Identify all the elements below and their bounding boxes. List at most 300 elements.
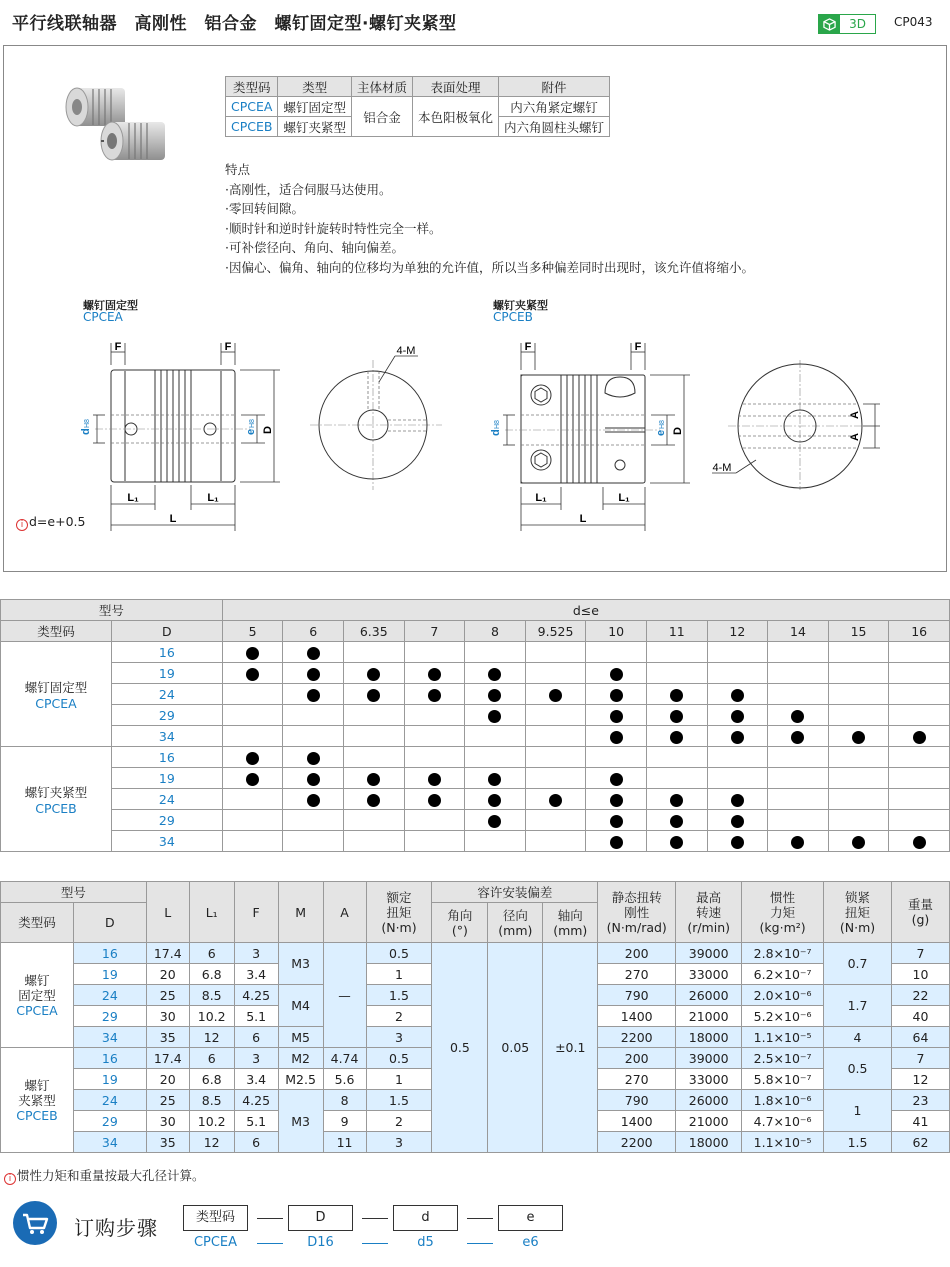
compat-cell (646, 747, 707, 768)
compat-cell (343, 810, 404, 831)
compat-cell (828, 663, 889, 684)
compat-cell (222, 831, 283, 852)
spec-F: 3.4 (234, 964, 278, 985)
compat-cell (646, 663, 707, 684)
spec-torque: 2 (366, 1111, 432, 1132)
order-box-e: e (498, 1205, 563, 1231)
available-dot-icon (670, 836, 683, 849)
available-dot-icon (791, 731, 804, 744)
dim-d-h8: H8 (494, 420, 501, 429)
spec-lock: 0.5 (824, 1048, 892, 1090)
spec-lock: 1.5 (824, 1132, 892, 1153)
compat-head-size: 7 (404, 621, 465, 642)
spec-A: 4.74 (323, 1048, 366, 1069)
dim-F-right: F (224, 341, 232, 353)
compat-cell (586, 747, 647, 768)
order-dash (257, 1218, 283, 1219)
product-code: CP043 (894, 15, 933, 29)
order-example-D: D16 (307, 1235, 334, 1250)
compat-cell (707, 789, 768, 810)
order-dash (362, 1218, 388, 1219)
spec-M: M3 (278, 943, 323, 985)
table-row (1, 810, 950, 831)
order-box-D: D (288, 1205, 353, 1231)
spec-head-radial: 径向 (mm) (488, 903, 543, 943)
spec-head-code: 类型码 (1, 903, 74, 943)
compat-group-name: 螺钉固定型 (24, 679, 88, 695)
available-dot-icon (367, 689, 380, 702)
page-title: 平行线联轴器 高刚性 铝合金 螺钉固定型·螺钉夹紧型 (12, 14, 457, 34)
spec-note-text: 惯性力矩和重量按最大孔径计算。 (17, 1168, 205, 1183)
compat-cell (465, 768, 526, 789)
spec-head-speed: 最高 转速 (r/min) (676, 882, 742, 943)
spec-head-weight: 重量 (g) (891, 882, 949, 943)
spec-stiffness: 200 (598, 1048, 676, 1069)
spec-weight: 7 (891, 943, 949, 964)
spec-weight: 12 (891, 1069, 949, 1090)
spec-D: 29 (73, 1111, 146, 1132)
spec-D: 16 (73, 1048, 146, 1069)
compat-cell (768, 705, 829, 726)
compat-head-size: 6.35 (343, 621, 404, 642)
table-row (1, 642, 950, 663)
available-dot-icon (246, 773, 259, 786)
spec-speed: 26000 (676, 1090, 742, 1111)
feature-item: ·高刚性，适合伺服马达使用。 (225, 181, 392, 197)
drawing-left-code: CPCEA (83, 310, 123, 324)
available-dot-icon (731, 794, 744, 807)
spec-inertia: 5.8×10⁻⁷ (742, 1069, 824, 1090)
spec-weight: 62 (891, 1132, 949, 1153)
spec-F: 3 (234, 1048, 278, 1069)
compat-cell (828, 768, 889, 789)
compat-cell (768, 810, 829, 831)
drawing-right-code: CPCEB (493, 310, 533, 324)
spec-group-cpcea (1, 943, 74, 1048)
model-surface: 本色阳极氧化 (413, 97, 499, 137)
compat-cell (404, 831, 465, 852)
compat-cell (525, 747, 586, 768)
available-dot-icon (307, 668, 320, 681)
spec-group-name: 螺钉 夹紧型 (18, 1077, 56, 1108)
compat-cell (404, 789, 465, 810)
spec-M: M2 (278, 1048, 323, 1069)
dim-L1-left: L₁ (127, 492, 139, 504)
compat-cell (404, 810, 465, 831)
compat-cell (768, 747, 829, 768)
compat-cell (404, 726, 465, 747)
available-dot-icon (367, 773, 380, 786)
spec-inertia: 1.1×10⁻⁵ (742, 1132, 824, 1153)
compat-cell (465, 663, 526, 684)
compat-cell (828, 684, 889, 705)
spec-F: 3.4 (234, 1069, 278, 1090)
compat-cell (343, 831, 404, 852)
available-dot-icon (670, 689, 683, 702)
compat-cell (889, 810, 950, 831)
compat-cell (586, 810, 647, 831)
order-dash (467, 1218, 493, 1219)
compat-cell (283, 684, 344, 705)
available-dot-icon (913, 731, 926, 744)
compat-cell (646, 726, 707, 747)
order-box-code: 类型码 (183, 1205, 248, 1231)
order-example-d: d5 (417, 1235, 434, 1250)
compat-cell (465, 642, 526, 663)
compat-cell (889, 726, 950, 747)
compat-cell (768, 684, 829, 705)
compat-head-model: 型号 (1, 600, 223, 621)
compat-cell (646, 768, 707, 789)
spec-speed: 33000 (676, 1069, 742, 1090)
compat-cell (646, 684, 707, 705)
compat-cell (586, 642, 647, 663)
spec-weight: 22 (891, 985, 949, 1006)
available-dot-icon (246, 752, 259, 765)
spec-L: 17.4 (146, 1048, 189, 1069)
compat-cell (222, 726, 283, 747)
compat-cell (525, 789, 586, 810)
compat-cell (828, 705, 889, 726)
compat-cell (828, 831, 889, 852)
spec-F: 5.1 (234, 1006, 278, 1027)
spec-lock: 0.7 (824, 943, 892, 985)
available-dot-icon (731, 689, 744, 702)
compat-head-row-2 (1, 621, 950, 642)
compat-cell (828, 810, 889, 831)
compat-cell (768, 663, 829, 684)
spec-weight: 10 (891, 964, 949, 985)
cpcea-end-drawing (310, 340, 450, 490)
spec-inertia: 6.2×10⁻⁷ (742, 964, 824, 985)
compat-cell (889, 705, 950, 726)
table-row (1, 705, 950, 726)
feature-item: ·零回转间隙。 (225, 201, 304, 216)
spec-head-F: F (234, 882, 278, 943)
spec-stiffness: 790 (598, 1090, 676, 1111)
spec-stiffness: 1400 (598, 1111, 676, 1132)
compat-cell (586, 726, 647, 747)
compat-group-name: 螺钉夹紧型 (24, 784, 88, 800)
available-dot-icon (610, 731, 623, 744)
compat-cell (283, 705, 344, 726)
spec-L1: 12 (189, 1132, 234, 1153)
compat-cell (343, 663, 404, 684)
spec-torque: 1 (366, 964, 432, 985)
available-dot-icon (610, 815, 623, 828)
available-dot-icon (610, 668, 623, 681)
spec-head-lock: 锁紧 扭矩 (N·m) (824, 882, 892, 943)
compat-head-size: 10 (586, 621, 647, 642)
spec-D: 29 (73, 1006, 146, 1027)
info-icon: i (4, 1173, 16, 1185)
cpcea-side-drawing (75, 335, 285, 535)
spec-torque: 1 (366, 1069, 432, 1090)
spec-head-A: A (323, 882, 366, 943)
spec-note (4, 1166, 205, 1185)
spec-inertia: 4.7×10⁻⁶ (742, 1111, 824, 1132)
model-table (225, 76, 610, 137)
compat-D: 16 (111, 747, 222, 768)
compat-head-code: 类型码 (1, 621, 112, 642)
compat-cell (768, 768, 829, 789)
compat-cell (828, 642, 889, 663)
available-dot-icon (488, 773, 501, 786)
header-surface: 表面处理 (413, 77, 499, 97)
compat-D: 29 (111, 705, 222, 726)
compat-cell (525, 663, 586, 684)
spec-stiffness: 270 (598, 1069, 676, 1090)
spec-L: 30 (146, 1006, 189, 1027)
compat-cell (646, 810, 707, 831)
compat-cell (222, 810, 283, 831)
compat-cell (465, 810, 526, 831)
spec-weight: 41 (891, 1111, 949, 1132)
compat-D: 34 (111, 831, 222, 852)
spec-L1: 6 (189, 943, 234, 964)
compat-cell (465, 726, 526, 747)
spec-speed: 39000 (676, 1048, 742, 1069)
compat-cell (768, 642, 829, 663)
dim-d: d (80, 428, 92, 435)
compat-cell (889, 831, 950, 852)
spec-A: — (323, 943, 366, 1048)
compat-cell (889, 747, 950, 768)
spec-stiffness: 200 (598, 943, 676, 964)
compat-head-D: D (111, 621, 222, 642)
spec-stiffness: 2200 (598, 1027, 676, 1048)
compat-cell (222, 663, 283, 684)
table-row (1, 768, 950, 789)
available-dot-icon (488, 668, 501, 681)
spec-L: 35 (146, 1132, 189, 1153)
compat-cell (283, 726, 344, 747)
compat-cell (586, 684, 647, 705)
spec-table (0, 881, 950, 1153)
compat-cell (404, 768, 465, 789)
header-code: 类型码 (226, 77, 278, 97)
spec-angular: 0.5 (432, 943, 488, 1153)
spec-head-inertia: 惯性 力矩 (kg·m²) (742, 882, 824, 943)
spec-group-code[interactable]: CPCEA (16, 1002, 58, 1018)
spec-group-code[interactable]: CPCEB (16, 1107, 58, 1123)
order-box-d: d (393, 1205, 458, 1231)
compat-cell (525, 831, 586, 852)
compat-cell (283, 789, 344, 810)
spec-M: M5 (278, 1027, 323, 1048)
available-dot-icon (731, 731, 744, 744)
spec-speed: 26000 (676, 985, 742, 1006)
available-dot-icon (549, 689, 562, 702)
model-code-link[interactable]: CPCEA (226, 97, 278, 117)
table-row (1, 684, 950, 705)
dim-F-left: F (114, 341, 122, 353)
spec-L1: 10.2 (189, 1006, 234, 1027)
dim-e: e (655, 429, 667, 436)
compat-cell (283, 642, 344, 663)
available-dot-icon (610, 773, 623, 786)
compat-cell (707, 831, 768, 852)
dim-L: L (579, 513, 587, 525)
spec-L: 30 (146, 1111, 189, 1132)
compat-cell (404, 705, 465, 726)
spec-M: M3 (278, 1090, 323, 1153)
available-dot-icon (670, 815, 683, 828)
compat-cell (222, 642, 283, 663)
spec-head-D: D (73, 903, 146, 943)
spec-F: 4.25 (234, 1090, 278, 1111)
order-example-code: CPCEA (193, 1235, 238, 1250)
compat-cell (646, 705, 707, 726)
compat-cell (404, 747, 465, 768)
compat-cell (283, 831, 344, 852)
cube-icon (819, 15, 840, 33)
page-header (0, 0, 950, 46)
compat-cell (707, 768, 768, 789)
dim-A-lower: A (849, 433, 861, 441)
available-dot-icon (670, 731, 683, 744)
spec-D: 24 (73, 1090, 146, 1111)
compat-cell (343, 684, 404, 705)
available-dot-icon (428, 689, 441, 702)
compat-cell (586, 768, 647, 789)
spec-D: 24 (73, 985, 146, 1006)
available-dot-icon (913, 836, 926, 849)
dim-L1-right: L₁ (207, 492, 219, 504)
order-example-dash (467, 1243, 493, 1244)
compat-D: 24 (111, 684, 222, 705)
header-material: 主体材质 (351, 77, 412, 97)
table-row (1, 789, 950, 810)
compat-cell (343, 789, 404, 810)
dim-thread-left: 4-M (396, 345, 416, 357)
available-dot-icon (367, 794, 380, 807)
compat-cell (586, 789, 647, 810)
available-dot-icon (488, 815, 501, 828)
compat-cell (404, 684, 465, 705)
compat-cell (586, 831, 647, 852)
spec-torque: 1.5 (366, 985, 432, 1006)
compat-cell (465, 705, 526, 726)
compat-head-range: d≤e (222, 600, 949, 621)
dim-D: D (262, 426, 274, 434)
dim-d: d (490, 429, 502, 436)
spec-weight: 64 (891, 1027, 949, 1048)
spec-L1: 10.2 (189, 1111, 234, 1132)
info-icon: i (16, 519, 28, 531)
available-dot-icon (610, 836, 623, 849)
compat-cell (343, 747, 404, 768)
compat-cell (525, 642, 586, 663)
order-example-e: e6 (522, 1235, 539, 1250)
compat-head-size: 5 (222, 621, 283, 642)
spec-weight: 7 (891, 1048, 949, 1069)
compat-D: 19 (111, 663, 222, 684)
available-dot-icon (791, 710, 804, 723)
available-dot-icon (307, 752, 320, 765)
spec-head-L: L (146, 882, 189, 943)
spec-weight: 23 (891, 1090, 949, 1111)
3d-model-button[interactable] (818, 14, 876, 34)
compat-cell (525, 768, 586, 789)
model-attachment: 内六角圆柱头螺钉 (499, 117, 610, 137)
available-dot-icon (307, 773, 320, 786)
spec-L1: 6.8 (189, 1069, 234, 1090)
dim-e: e (245, 428, 257, 435)
spec-speed: 18000 (676, 1027, 742, 1048)
spec-head-angular: 角向 (°) (432, 903, 488, 943)
model-attachment: 内六角紧定螺钉 (499, 97, 610, 117)
compat-D: 19 (111, 768, 222, 789)
spec-A: 8 (323, 1090, 366, 1111)
spec-torque: 0.5 (366, 943, 432, 964)
spec-speed: 18000 (676, 1132, 742, 1153)
dim-e-h8: H8 (249, 419, 256, 428)
spec-head-L1: L₁ (189, 882, 234, 943)
cart-icon (13, 1201, 57, 1245)
compat-D: 24 (111, 789, 222, 810)
dim-L1-left: L₁ (535, 492, 547, 504)
compat-head-row-1 (1, 600, 950, 621)
compat-head-size: 6 (283, 621, 344, 642)
model-code-link[interactable]: CPCEB (226, 117, 278, 137)
spec-L: 25 (146, 985, 189, 1006)
compat-cell (768, 726, 829, 747)
compat-cell (465, 684, 526, 705)
available-dot-icon (610, 794, 623, 807)
spec-F: 4.25 (234, 985, 278, 1006)
available-dot-icon (549, 794, 562, 807)
dim-d-h8: H8 (84, 419, 91, 428)
spec-A: 11 (323, 1132, 366, 1153)
compat-cell (343, 768, 404, 789)
order-example-dash (362, 1243, 388, 1244)
order-steps (0, 1188, 950, 1264)
spec-lock: 4 (824, 1027, 892, 1048)
compat-group-code[interactable]: CPCEA (35, 695, 77, 711)
spec-inertia: 1.1×10⁻⁵ (742, 1027, 824, 1048)
compat-cell (525, 726, 586, 747)
available-dot-icon (731, 815, 744, 828)
available-dot-icon (367, 668, 380, 681)
spec-torque: 3 (366, 1027, 432, 1048)
compat-cell (707, 663, 768, 684)
compat-cell (828, 726, 889, 747)
spec-head-M: M (278, 882, 323, 943)
compat-cell (586, 663, 647, 684)
compat-group-code[interactable]: CPCEB (35, 800, 77, 816)
order-example-dash (257, 1243, 283, 1244)
dim-L1-right: L₁ (618, 492, 630, 504)
available-dot-icon (731, 710, 744, 723)
table-row (1, 726, 950, 747)
compat-cell (465, 831, 526, 852)
compat-D: 34 (111, 726, 222, 747)
spec-head-stiffness: 静态扭转 刚性 (N·m/rad) (598, 882, 676, 943)
compat-cell (707, 810, 768, 831)
compat-group-cell (1, 642, 112, 747)
spec-L: 20 (146, 1069, 189, 1090)
table-row (1, 663, 950, 684)
compat-head-size: 14 (768, 621, 829, 642)
available-dot-icon (670, 710, 683, 723)
spec-head-axial: 轴向 (mm) (543, 903, 598, 943)
spec-head-tolerance: 容许安装偏差 (432, 882, 598, 903)
available-dot-icon (610, 710, 623, 723)
compat-cell (889, 768, 950, 789)
available-dot-icon (488, 794, 501, 807)
compat-head-size: 9.525 (525, 621, 586, 642)
